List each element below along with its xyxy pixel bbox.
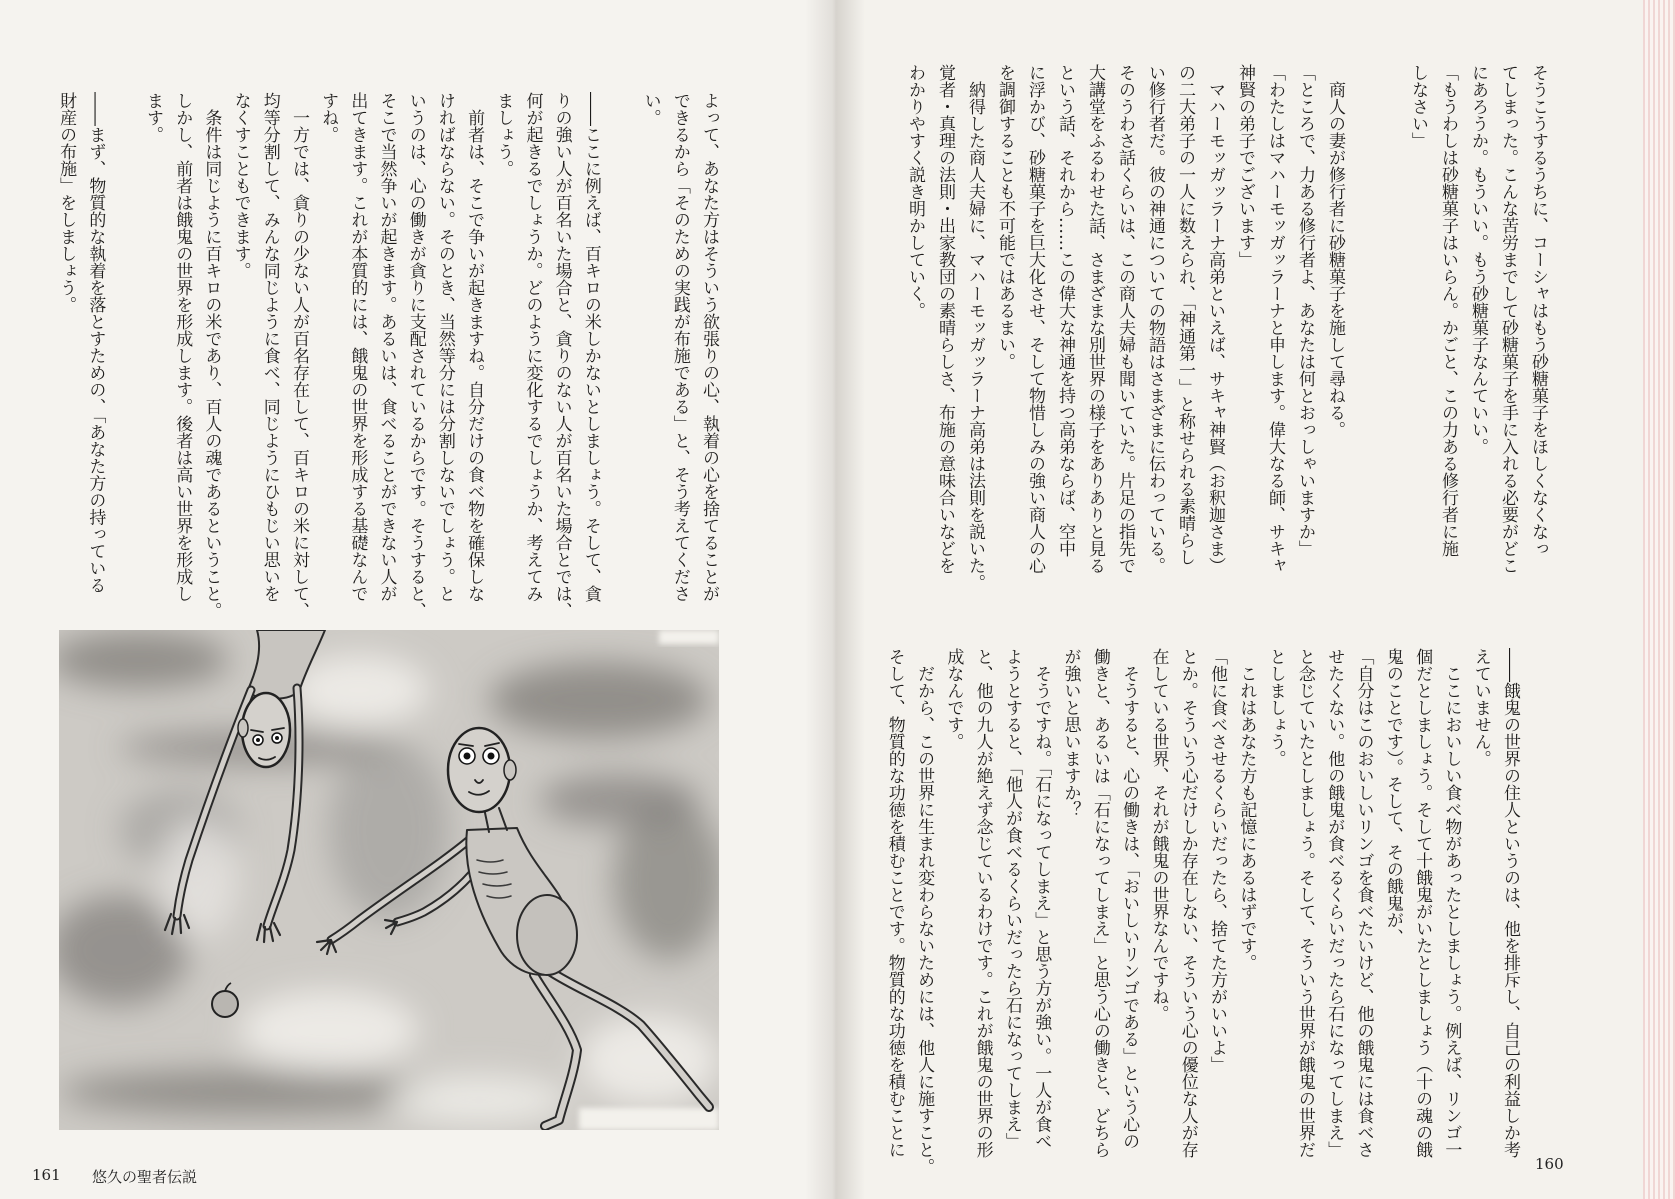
text-column: これはあなた方も記憶にあるはずです。 bbox=[1236, 648, 1257, 971]
text-column: 鬼のことです）。そして、その餓鬼が、 bbox=[1382, 648, 1403, 946]
book-spine-shadow bbox=[805, 0, 865, 1199]
text-column: そして、物質的な功徳を積むことです。物質的な功徳を積むことに bbox=[884, 648, 905, 1158]
text-column: せたくない。他の餓鬼が食べるくらいだったら石になってしまえ」 bbox=[1324, 648, 1345, 1158]
text-column: いうのは、心の働きが貪りに支配されているからです。そうすると、 bbox=[405, 92, 426, 619]
right-page-upper-text bbox=[900, 64, 1553, 596]
text-column: そうですね。「石になってしまえ」と思う方が強い。一人が食べ bbox=[1031, 648, 1052, 1150]
text-column: そうこうするうちに、コーシャはもう砂糖菓子をほしくなくなっ bbox=[1528, 64, 1548, 557]
text-column: 出てきます。これが本質的には、餓鬼の世界を形成する基礎なんで bbox=[347, 92, 368, 602]
text-column: 「自分はこのおいしいリンゴを食べたいけど、他の餓鬼には食べさ bbox=[1353, 648, 1374, 1158]
paragraph-gap bbox=[605, 92, 636, 624]
text-column: なくすこともできます。 bbox=[230, 92, 251, 279]
paragraph-gap bbox=[109, 92, 138, 624]
text-column: とか。そういう心だけしか存在しない、そういう心の優位な人が存 bbox=[1177, 648, 1198, 1158]
left-page-text bbox=[51, 92, 723, 624]
text-column: 神賢の弟子でございます」 bbox=[1235, 64, 1255, 268]
text-column: そこで当然争いが起きます。あるいは、食べることができない人が bbox=[376, 92, 397, 602]
text-column: 個だとしましょう。そして十餓鬼がいたとしましょう（十の魂の餓 bbox=[1412, 648, 1433, 1158]
text-column: ――ここに例えば、百キロの米しかないとしましょう。そして、貪 bbox=[580, 92, 601, 602]
paragraph-gap bbox=[1350, 64, 1403, 596]
text-column: と念じていたとしましょう。そして、そういう世界が餓鬼の世界だ bbox=[1294, 648, 1315, 1158]
text-column: そのうわさ話くらいは、この商人夫婦も聞いていた。片足の指先で bbox=[1115, 64, 1135, 574]
text-column: ここにおいしい食べ物があったとしましょう。例えば、リンゴ一 bbox=[1441, 648, 1462, 1158]
text-column: 「もうわしは砂糖菓子はいらん。かごと、この力ある修行者に施 bbox=[1438, 64, 1458, 557]
text-column: マハーモッガッラーナ高弟といえば、サキャ神賢（お釈迦さま） bbox=[1205, 64, 1225, 574]
text-column: りの強い人が百名いた場合と、貪りのない人が百名いた場合とでは、 bbox=[551, 92, 572, 619]
text-column: 条件は同じように百キロの米であり、百人の魂であるということ。 bbox=[201, 92, 222, 619]
text-column: と、他の九人が絶えず念じているわけです。これが餓鬼の世界の形 bbox=[972, 648, 993, 1158]
text-column: 成なんです。 bbox=[943, 648, 964, 750]
page-edge bbox=[1643, 0, 1675, 1199]
text-column: ければならない。そのとき、当然等分には分割しないでしょう。と bbox=[434, 92, 455, 602]
text-column: すね。 bbox=[318, 92, 339, 143]
text-column: 均等分割して、みんな同じように食べ、同じようにひもじい思いを bbox=[259, 92, 280, 602]
text-column: ましょう。 bbox=[493, 92, 514, 177]
text-column: を調御することも不可能ではあるまい。 bbox=[995, 64, 1015, 370]
text-column: だから、この世界に生まれ変わらないためには、他人に施すこと。 bbox=[914, 648, 935, 1175]
hungry-ghosts-illustration bbox=[59, 630, 719, 1130]
text-column: 大講堂をふるわせた話、さまざまな別世界の様子をありありと見る bbox=[1085, 64, 1105, 574]
text-column: 「他に食べさせるくらいだったら、捨てた方がいいよ」 bbox=[1207, 648, 1228, 1073]
text-column: の二大弟子の一人に数えられ、「神通第一」と称せられる素晴らし bbox=[1175, 64, 1195, 566]
text-column: よって、あなた方はそういう欲張りの心、執着の心を捨てることが bbox=[699, 92, 719, 602]
text-column: 覚者・真理の法則・出家教団の素晴らしさ、布施の意味合いなどを bbox=[935, 64, 955, 574]
text-column: としましょう。 bbox=[1265, 648, 1286, 767]
text-column: 「わたしはマハーモッガッラーナと申します。偉大なる師、サキャ bbox=[1265, 64, 1285, 574]
page-number-left: 161 bbox=[32, 1166, 61, 1184]
text-column: という話、それから……この偉大な神通を持つ高弟ならば、空中 bbox=[1055, 64, 1075, 557]
text-column: ――餓鬼の世界の住人というのは、他を排斥し、自己の利益しか考 bbox=[1500, 648, 1520, 1158]
text-column: そうすると、心の働きは、「おいしいリンゴである」という心の bbox=[1119, 648, 1140, 1150]
text-column: しなさい」 bbox=[1408, 64, 1428, 149]
text-column: わかりやすく説き明かしていく。 bbox=[905, 64, 925, 319]
text-column: ます。 bbox=[143, 92, 164, 143]
page-number-right: 160 bbox=[1535, 1155, 1564, 1173]
text-column: えていません。 bbox=[1470, 648, 1491, 767]
text-column: 「ところで、力ある修行者よ、あなたは何とおっしゃいますか」 bbox=[1295, 64, 1315, 557]
text-column: 前者は、そこで争いが起きますね。自分だけの食べ物を確保しな bbox=[464, 92, 485, 602]
text-column: に浮かび、砂糖菓子を巨大化させ、そして物惜しみの強い商人の心 bbox=[1025, 64, 1045, 574]
text-column: 商人の妻が修行者に砂糖菓子を施して尋ねる。 bbox=[1325, 64, 1345, 438]
text-column: 財産の布施」をしましょう。 bbox=[56, 92, 77, 313]
right-page-lower-text bbox=[879, 648, 1524, 1180]
text-column: 何が起きるでしょうか。どのように変化するでしょうか、考えてみ bbox=[522, 92, 543, 602]
text-column: い。 bbox=[640, 92, 661, 126]
text-column: ようとすると、「他人が食べるくらいだったら石になってしまえ」 bbox=[1001, 648, 1022, 1150]
text-column: が強いと思いますか？ bbox=[1060, 648, 1081, 818]
text-column: にあろうか。もういい。もう砂糖菓子なんていい。 bbox=[1468, 64, 1488, 455]
text-column: 納得した商人夫婦に、マハーモッガッラーナ高弟は法則を説いた。 bbox=[965, 64, 985, 591]
text-column: 働きと、あるいは「石になってしまえ」と思う心の働きと、どちら bbox=[1089, 648, 1110, 1158]
text-column: 在している世界、それが餓鬼の世界なんですね。 bbox=[1148, 648, 1169, 1022]
text-column: い修行者だ。彼の神通についての物語はさまざまに伝わっている。 bbox=[1145, 64, 1165, 574]
text-column: できるから「そのための実践が布施である」と、そう考えてくださ bbox=[669, 92, 690, 602]
text-column: ――まず、物質的な執着を落とすための、「あなた方の持っている bbox=[85, 92, 106, 594]
text-column: しかし、前者は餓鬼の世界を形成します。後者は高い世界を形成し bbox=[172, 92, 193, 602]
running-title: 悠久の聖者伝説 bbox=[92, 1168, 198, 1186]
text-column: 一方では、貪りの少ない人が百名存在して、百キロの米に対して、 bbox=[288, 92, 309, 619]
text-column: てしまった。こんな苦労までして砂糖菓子を手に入れる必要がどこ bbox=[1498, 64, 1518, 574]
illustration-background bbox=[59, 630, 719, 1130]
